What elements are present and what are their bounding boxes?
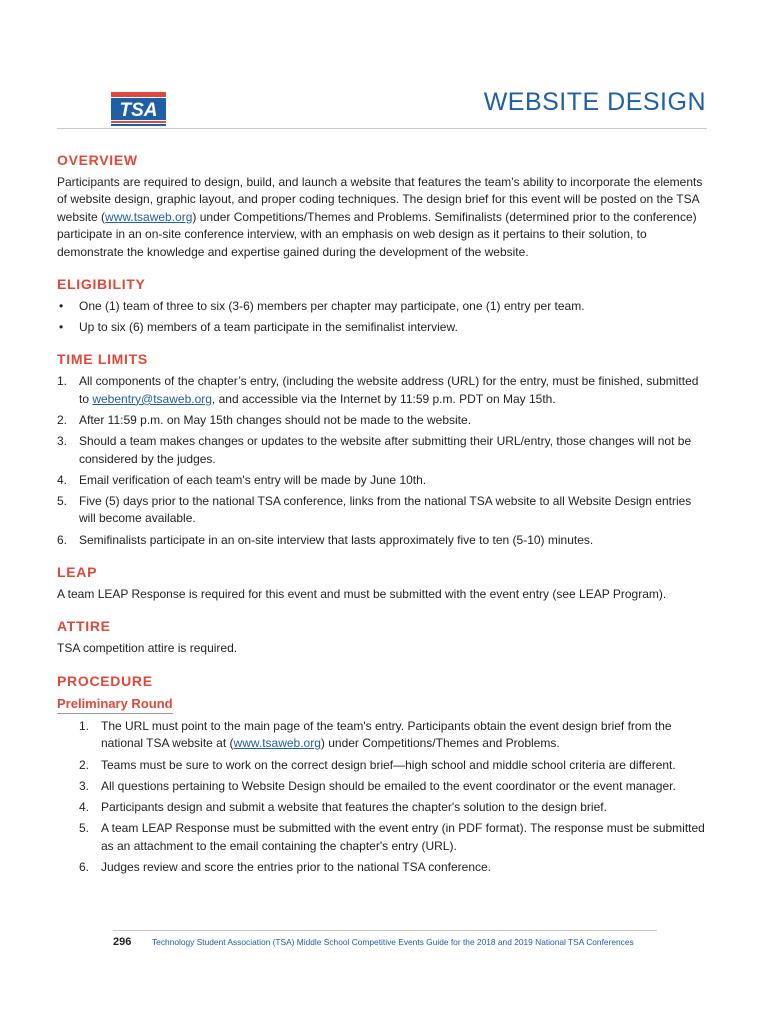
list-item bbox=[57, 472, 709, 489]
tsa-logo bbox=[111, 92, 166, 126]
tsaweb-link[interactable]: www.tsaweb.org bbox=[105, 209, 193, 224]
overview-heading: OVERVIEW bbox=[57, 152, 138, 168]
time-limits-list bbox=[57, 373, 709, 549]
list-item-text-a: The URL must point to the main page of the team's entry. Participants obtain the event design brief from the national TSA website at ( bbox=[101, 718, 672, 751]
time-limits-section bbox=[57, 351, 709, 549]
list-item bbox=[57, 373, 709, 408]
list-number: 6. bbox=[57, 532, 68, 547]
list-item bbox=[79, 718, 709, 753]
list-item bbox=[57, 532, 709, 549]
list-item-text: A team LEAP Response must be submitted with the event entry (in PDF format). The response must be submitted as an attachment to the email containing the chapter's entry (URL). bbox=[101, 821, 705, 853]
footer-divider bbox=[113, 930, 657, 931]
document-body bbox=[57, 152, 709, 880]
procedure-section bbox=[57, 673, 709, 876]
list-item-text: Teams must be sure to work on the correct design brief—high school and middle school criteria are different. bbox=[101, 757, 676, 772]
list-item bbox=[79, 757, 709, 774]
overview-paragraph bbox=[57, 174, 709, 261]
list-item-text: Email verification of each team's entry will be made by June 10th. bbox=[79, 472, 427, 487]
list-item bbox=[79, 859, 709, 876]
preliminary-round-list bbox=[79, 718, 709, 876]
list-number: 4. bbox=[79, 799, 90, 814]
leap-heading: LEAP bbox=[57, 564, 98, 581]
list-item-text: All questions pertaining to Website Design should be emailed to the event coordinator or the event manager. bbox=[101, 778, 676, 793]
list-item-text: Up to six (6) members of a team participate in the semifinalist interview. bbox=[79, 320, 458, 335]
webentry-email-link[interactable]: webentry@tsaweb.org bbox=[92, 391, 212, 406]
list-item bbox=[57, 433, 709, 468]
list-item-text: Semifinalists participate in an on-site interview that lasts approximately five to ten (5-10) minutes. bbox=[79, 532, 594, 547]
list-number: 3. bbox=[57, 434, 68, 449]
list-number: 2. bbox=[79, 757, 90, 772]
list-item bbox=[57, 412, 709, 429]
list-number: 1. bbox=[57, 374, 68, 389]
list-item-text: Judges review and score the entries prior to the national TSA conference. bbox=[101, 859, 492, 874]
list-item-text-a: All components of the chapter’s entry, (including the website address (URL) for the entry, must be finished, submitted to bbox=[79, 374, 699, 406]
page-number: 296 bbox=[113, 936, 132, 948]
preliminary-round-heading: Preliminary Round bbox=[57, 696, 173, 714]
attire-paragraph: TSA competition attire is required. bbox=[57, 641, 238, 656]
list-number: 2. bbox=[57, 413, 68, 428]
time-limits-heading: TIME LIMITS bbox=[57, 351, 148, 368]
list-number: 5. bbox=[57, 494, 68, 509]
leap-paragraph: A team LEAP Response is required for this event and must be submitted with the event entry (see LEAP Program). bbox=[57, 587, 667, 602]
list-item bbox=[79, 778, 709, 795]
bullet-icon: • bbox=[59, 299, 64, 314]
tsaweb-link[interactable]: www.tsaweb.org bbox=[233, 736, 321, 751]
eligibility-list bbox=[57, 298, 709, 336]
list-number: 3. bbox=[79, 778, 90, 793]
list-number: 1. bbox=[79, 718, 90, 733]
overview-text-a: Participants are required to design, build, and launch a website that features the team's ability to incorporate the elements of website design, graphic layout, and proper coding techniques. The design brief for this event will be posted on the TSA website ( bbox=[57, 175, 703, 224]
list-item-text-b: , and accessible via the Internet by 11:59 p.m. PDT on May 15th. bbox=[211, 391, 556, 406]
list-item-text: Participants design and submit a website that features the chapter's solution to the design brief. bbox=[101, 799, 607, 814]
attire-section bbox=[57, 618, 709, 657]
eligibility-heading: ELIGIBILITY bbox=[57, 276, 146, 293]
list-number: 4. bbox=[57, 472, 68, 487]
page-title: WEBSITE DESIGN bbox=[483, 88, 706, 116]
bullet-icon: • bbox=[59, 320, 64, 335]
footer-caption: Technology Student Association (TSA) Middle School Competitive Events Guide for the 2018 and 2019 National TSA Conferences bbox=[152, 937, 634, 947]
header-divider bbox=[57, 128, 707, 129]
list-number: 5. bbox=[79, 821, 90, 836]
list-item-text: Five (5) days prior to the national TSA conference, links from the national TSA website to all Website Design entries will become available. bbox=[79, 494, 692, 526]
list-item bbox=[79, 820, 709, 855]
overview-text-b: ) under Competitions/Themes and Problems. Semifinalists (determined prior to the conference) participate in an on-site conference interview, with an emphasis on web design as it pertains to their solution, to demonstrate the knowledge and expertise gained during the development of the website. bbox=[57, 209, 697, 259]
list-item-text: Should a team makes changes or updates to the website after submitting their URL/entry, those changes will not be considered by the judges. bbox=[79, 434, 692, 466]
overview-section bbox=[57, 152, 709, 261]
list-item bbox=[79, 799, 709, 816]
list-item-text: After 11:59 p.m. on May 15th changes should not be made to the website. bbox=[79, 413, 472, 428]
list-item-text-b: ) under Competitions/Themes and Problems. bbox=[320, 736, 560, 751]
list-item bbox=[57, 493, 709, 528]
list-item bbox=[57, 319, 709, 336]
list-item bbox=[57, 298, 709, 315]
list-number: 6. bbox=[79, 859, 90, 874]
tsa-logo-text: TSA bbox=[119, 100, 158, 121]
eligibility-section bbox=[57, 276, 709, 336]
attire-heading: ATTIRE bbox=[57, 618, 111, 635]
procedure-heading: PROCEDURE bbox=[57, 672, 153, 689]
leap-section bbox=[57, 564, 709, 603]
list-item-text: One (1) team of three to six (3-6) members per chapter may participate, one (1) entry per team. bbox=[79, 299, 585, 314]
